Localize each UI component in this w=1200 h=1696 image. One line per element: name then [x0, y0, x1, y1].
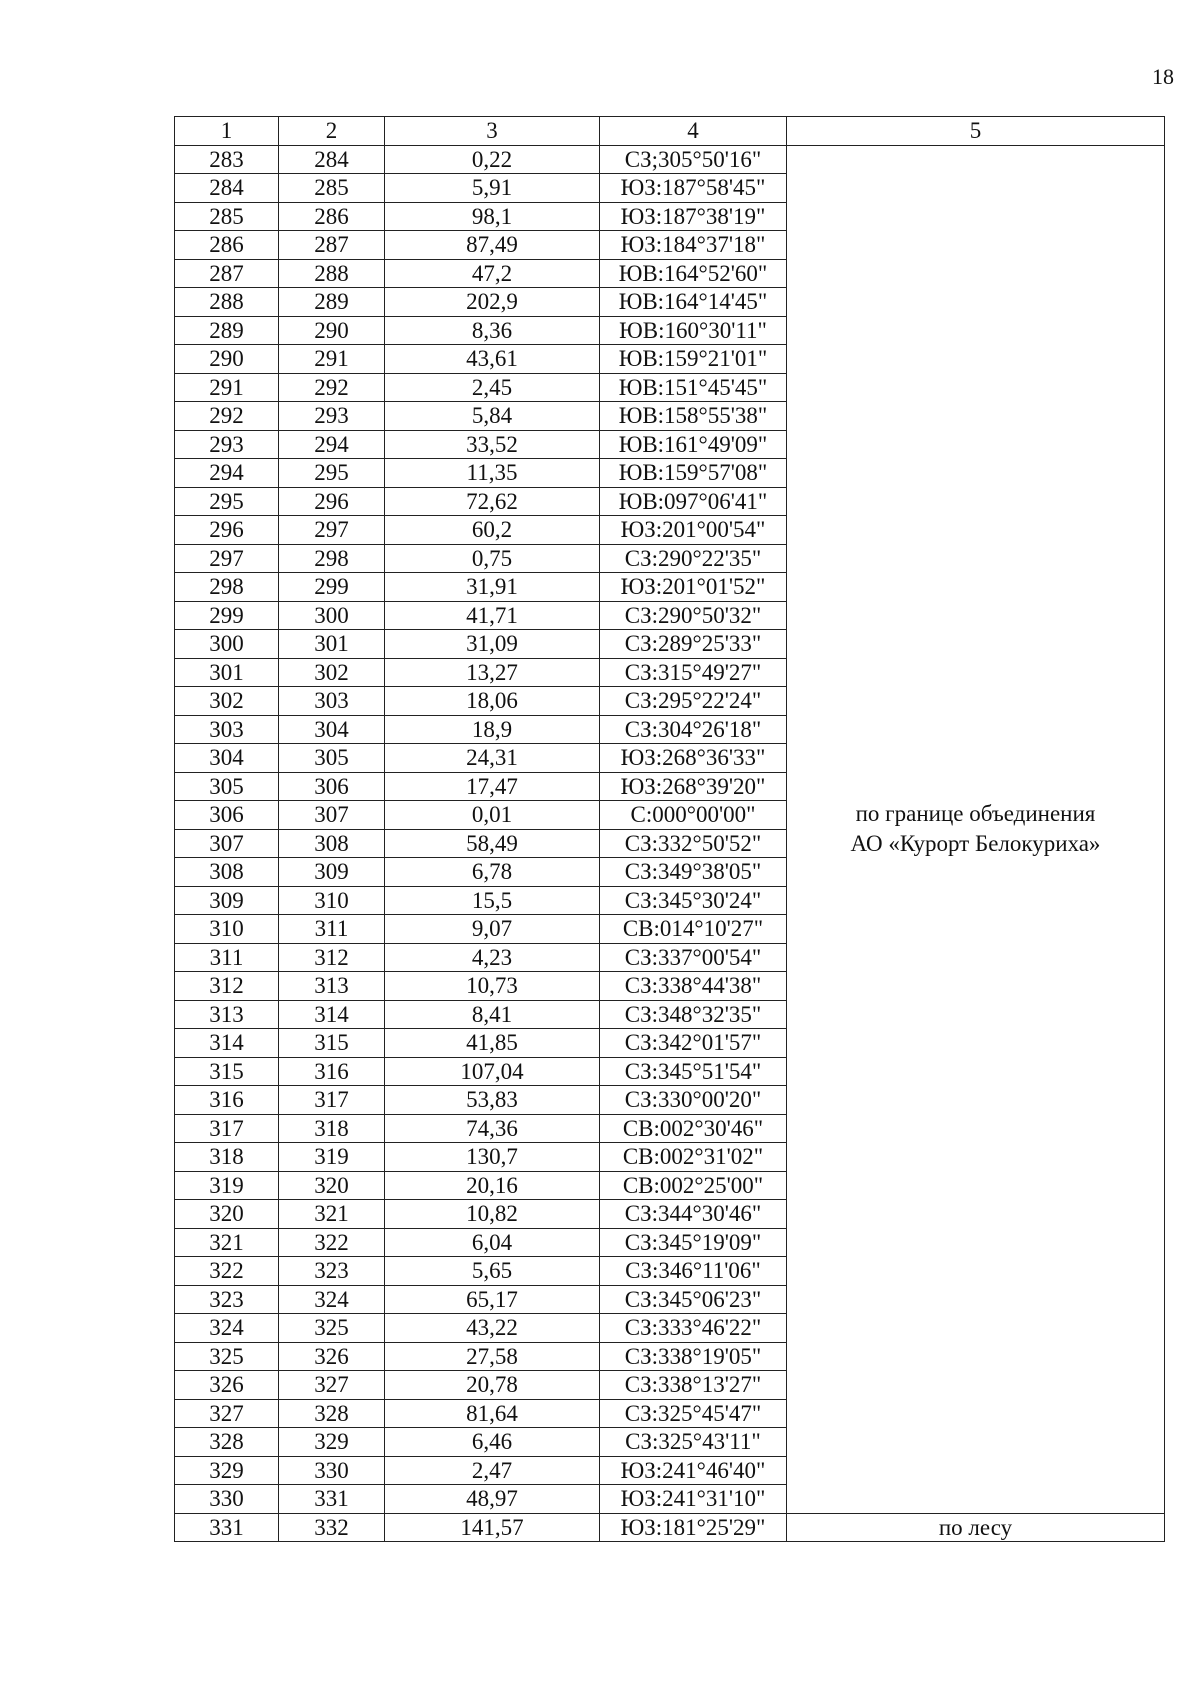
cell-from-point: 301 [175, 658, 279, 687]
cell-bearing: ЮЗ:187°58'45" [600, 174, 787, 203]
cell-from-point: 297 [175, 544, 279, 573]
cell-length: 31,91 [385, 573, 600, 602]
cell-from-point: 289 [175, 316, 279, 345]
cell-from-point: 300 [175, 630, 279, 659]
cell-to-point: 320 [279, 1171, 385, 1200]
cell-to-point: 324 [279, 1285, 385, 1314]
cell-from-point: 296 [175, 516, 279, 545]
cell-length: 18,9 [385, 715, 600, 744]
cell-length: 6,78 [385, 858, 600, 887]
cell-bearing: ЮВ:160°30'11" [600, 316, 787, 345]
cell-length: 8,36 [385, 316, 600, 345]
cell-length: 43,61 [385, 345, 600, 374]
cell-length: 33,52 [385, 430, 600, 459]
cell-length: 60,2 [385, 516, 600, 545]
cell-length: 87,49 [385, 231, 600, 260]
cell-length: 41,71 [385, 601, 600, 630]
cell-bearing: СЗ:345°51'54" [600, 1057, 787, 1086]
cell-from-point: 302 [175, 687, 279, 716]
cell-to-point: 297 [279, 516, 385, 545]
cell-bearing: СЗ:330°00'20" [600, 1086, 787, 1115]
cell-to-point: 327 [279, 1371, 385, 1400]
cell-bearing: ЮВ:161°49'09" [600, 430, 787, 459]
cell-from-point: 290 [175, 345, 279, 374]
cell-to-point: 312 [279, 943, 385, 972]
cell-from-point: 287 [175, 259, 279, 288]
cell-from-point: 320 [175, 1200, 279, 1229]
cell-from-point: 305 [175, 772, 279, 801]
cell-length: 31,09 [385, 630, 600, 659]
cell-from-point: 324 [175, 1314, 279, 1343]
cell-bearing: СЗ:344°30'46" [600, 1200, 787, 1229]
cell-bearing: ЮВ:158°55'38" [600, 402, 787, 431]
cell-bearing: СЗ:338°19'05" [600, 1342, 787, 1371]
cell-to-point: 284 [279, 145, 385, 174]
cell-length: 15,5 [385, 886, 600, 915]
cell-length: 5,91 [385, 174, 600, 203]
cell-from-point: 326 [175, 1371, 279, 1400]
cell-bearing: СЗ:345°06'23" [600, 1285, 787, 1314]
cell-to-point: 317 [279, 1086, 385, 1115]
cell-from-point: 288 [175, 288, 279, 317]
cell-description-last: по лесу [787, 1513, 1165, 1542]
cell-length: 10,73 [385, 972, 600, 1001]
cell-bearing: ЮВ:164°52'60" [600, 259, 787, 288]
description-line-2: АО «Курорт Белокуриха» [850, 831, 1101, 856]
table-row [175, 145, 1165, 174]
cell-to-point: 290 [279, 316, 385, 345]
page-number: 18 [1152, 64, 1174, 89]
header-col-1: 1 [175, 117, 279, 146]
table-header-row [175, 117, 1165, 146]
cell-from-point: 306 [175, 801, 279, 830]
cell-to-point: 291 [279, 345, 385, 374]
cell-from-point: 328 [175, 1428, 279, 1457]
cell-length: 10,82 [385, 1200, 600, 1229]
cell-length: 98,1 [385, 202, 600, 231]
cell-length: 17,47 [385, 772, 600, 801]
cell-bearing: ЮЗ:184°37'18" [600, 231, 787, 260]
cell-to-point: 294 [279, 430, 385, 459]
cell-bearing: СЗ:346°11'06" [600, 1257, 787, 1286]
cell-length: 130,7 [385, 1143, 600, 1172]
cell-length: 0,22 [385, 145, 600, 174]
cell-to-point: 302 [279, 658, 385, 687]
cell-bearing: СЗ:325°43'11" [600, 1428, 787, 1457]
cell-bearing: СЗ:290°22'35" [600, 544, 787, 573]
cell-bearing: ЮВ:159°21'01" [600, 345, 787, 374]
cell-length: 43,22 [385, 1314, 600, 1343]
cell-bearing: СЗ:304°26'18" [600, 715, 787, 744]
cell-length: 53,83 [385, 1086, 600, 1115]
cell-to-point: 328 [279, 1399, 385, 1428]
cell-to-point: 313 [279, 972, 385, 1001]
cell-length: 107,04 [385, 1057, 600, 1086]
cell-length: 6,04 [385, 1228, 600, 1257]
cell-bearing: СЗ:338°44'38" [600, 972, 787, 1001]
cell-bearing: ЮЗ:241°31'10" [600, 1485, 787, 1514]
cell-length: 2,45 [385, 373, 600, 402]
cell-bearing: СЗ:348°32'35" [600, 1000, 787, 1029]
cell-bearing: ЮЗ:187°38'19" [600, 202, 787, 231]
cell-to-point: 331 [279, 1485, 385, 1514]
cell-bearing: ЮВ:097°06'41" [600, 487, 787, 516]
cell-from-point: 292 [175, 402, 279, 431]
cell-length: 13,27 [385, 658, 600, 687]
cell-length: 6,46 [385, 1428, 600, 1457]
cell-to-point: 305 [279, 744, 385, 773]
cell-bearing: СЗ:345°30'24" [600, 886, 787, 915]
cell-from-point: 321 [175, 1228, 279, 1257]
cell-length: 0,01 [385, 801, 600, 830]
cell-from-point: 307 [175, 829, 279, 858]
cell-from-point: 311 [175, 943, 279, 972]
cell-to-point: 307 [279, 801, 385, 830]
cell-from-point: 319 [175, 1171, 279, 1200]
cell-to-point: 322 [279, 1228, 385, 1257]
cell-from-point: 325 [175, 1342, 279, 1371]
cell-to-point: 293 [279, 402, 385, 431]
cell-from-point: 303 [175, 715, 279, 744]
header-col-2: 2 [279, 117, 385, 146]
cell-to-point: 296 [279, 487, 385, 516]
cell-to-point: 308 [279, 829, 385, 858]
cell-bearing: ЮВ:164°14'45" [600, 288, 787, 317]
cell-length: 24,31 [385, 744, 600, 773]
cell-bearing: СЗ:349°38'05" [600, 858, 787, 887]
cell-bearing: СЗ:345°19'09" [600, 1228, 787, 1257]
cell-to-point: 306 [279, 772, 385, 801]
cell-from-point: 315 [175, 1057, 279, 1086]
cell-to-point: 323 [279, 1257, 385, 1286]
cell-from-point: 308 [175, 858, 279, 887]
cell-bearing: СЗ:325°45'47" [600, 1399, 787, 1428]
cell-to-point: 319 [279, 1143, 385, 1172]
cell-bearing: СЗ:290°50'32" [600, 601, 787, 630]
cell-length: 202,9 [385, 288, 600, 317]
cell-to-point: 298 [279, 544, 385, 573]
cell-bearing: ЮВ:151°45'45" [600, 373, 787, 402]
cell-length: 74,36 [385, 1114, 600, 1143]
cell-length: 41,85 [385, 1029, 600, 1058]
cell-length: 2,47 [385, 1456, 600, 1485]
cell-to-point: 326 [279, 1342, 385, 1371]
cell-from-point: 331 [175, 1513, 279, 1542]
cell-to-point: 310 [279, 886, 385, 915]
cell-to-point: 304 [279, 715, 385, 744]
cell-bearing: СЗ:342°01'57" [600, 1029, 787, 1058]
cell-to-point: 332 [279, 1513, 385, 1542]
cell-from-point: 310 [175, 915, 279, 944]
cell-from-point: 295 [175, 487, 279, 516]
cell-bearing: ЮЗ:268°36'33" [600, 744, 787, 773]
cell-to-point: 329 [279, 1428, 385, 1457]
cell-to-point: 295 [279, 459, 385, 488]
cell-length: 5,84 [385, 402, 600, 431]
cell-bearing: ЮЗ:201°01'52" [600, 573, 787, 602]
cell-to-point: 292 [279, 373, 385, 402]
cell-bearing: СЗ:338°13'27" [600, 1371, 787, 1400]
cell-length: 4,23 [385, 943, 600, 972]
cell-from-point: 317 [175, 1114, 279, 1143]
table-row [175, 1513, 1165, 1542]
cell-to-point: 321 [279, 1200, 385, 1229]
cell-to-point: 311 [279, 915, 385, 944]
cell-length: 9,07 [385, 915, 600, 944]
description-line-1: по границе объединения [855, 801, 1096, 826]
cell-length: 72,62 [385, 487, 600, 516]
cell-bearing: СВ:002°30'46" [600, 1114, 787, 1143]
cell-from-point: 304 [175, 744, 279, 773]
header-col-3: 3 [385, 117, 600, 146]
cell-length: 47,2 [385, 259, 600, 288]
cell-to-point: 309 [279, 858, 385, 887]
cell-to-point: 330 [279, 1456, 385, 1485]
cell-from-point: 323 [175, 1285, 279, 1314]
cell-length: 48,97 [385, 1485, 600, 1514]
cell-to-point: 285 [279, 174, 385, 203]
cell-description-merged [787, 145, 1165, 1513]
cell-from-point: 299 [175, 601, 279, 630]
cell-to-point: 325 [279, 1314, 385, 1343]
cell-length: 81,64 [385, 1399, 600, 1428]
cell-from-point: 316 [175, 1086, 279, 1115]
cell-length: 65,17 [385, 1285, 600, 1314]
cell-bearing: ЮЗ:268°39'20" [600, 772, 787, 801]
cell-from-point: 327 [175, 1399, 279, 1428]
cell-to-point: 286 [279, 202, 385, 231]
cell-length: 58,49 [385, 829, 600, 858]
cell-to-point: 300 [279, 601, 385, 630]
cell-length: 11,35 [385, 459, 600, 488]
cell-from-point: 318 [175, 1143, 279, 1172]
cell-bearing: СЗ:337°00'54" [600, 943, 787, 972]
cell-to-point: 287 [279, 231, 385, 260]
cell-to-point: 303 [279, 687, 385, 716]
cell-bearing: ЮЗ:201°00'54" [600, 516, 787, 545]
boundary-table [174, 116, 1165, 1542]
cell-length: 5,65 [385, 1257, 600, 1286]
cell-length: 27,58 [385, 1342, 600, 1371]
cell-from-point: 291 [175, 373, 279, 402]
cell-from-point: 314 [175, 1029, 279, 1058]
cell-bearing: СВ:002°25'00" [600, 1171, 787, 1200]
cell-from-point: 293 [175, 430, 279, 459]
cell-length: 18,06 [385, 687, 600, 716]
cell-to-point: 316 [279, 1057, 385, 1086]
cell-from-point: 294 [175, 459, 279, 488]
table-body [175, 145, 1165, 1542]
cell-to-point: 314 [279, 1000, 385, 1029]
cell-bearing: ЮВ:159°57'08" [600, 459, 787, 488]
cell-from-point: 313 [175, 1000, 279, 1029]
cell-to-point: 315 [279, 1029, 385, 1058]
header-col-5: 5 [787, 117, 1165, 146]
cell-from-point: 330 [175, 1485, 279, 1514]
cell-bearing: СЗ:289°25'33" [600, 630, 787, 659]
cell-bearing: СВ:014°10'27" [600, 915, 787, 944]
cell-length: 0,75 [385, 544, 600, 573]
cell-length: 20,16 [385, 1171, 600, 1200]
cell-from-point: 284 [175, 174, 279, 203]
cell-to-point: 301 [279, 630, 385, 659]
cell-bearing: ЮЗ:181°25'29" [600, 1513, 787, 1542]
cell-from-point: 285 [175, 202, 279, 231]
cell-length: 8,41 [385, 1000, 600, 1029]
cell-from-point: 312 [175, 972, 279, 1001]
cell-from-point: 298 [175, 573, 279, 602]
cell-bearing: СЗ;305°50'16" [600, 145, 787, 174]
cell-to-point: 289 [279, 288, 385, 317]
cell-bearing: СВ:002°31'02" [600, 1143, 787, 1172]
cell-from-point: 309 [175, 886, 279, 915]
cell-bearing: СЗ:315°49'27" [600, 658, 787, 687]
header-col-4: 4 [600, 117, 787, 146]
cell-to-point: 288 [279, 259, 385, 288]
cell-bearing: СЗ:332°50'52" [600, 829, 787, 858]
cell-bearing: СЗ:295°22'24" [600, 687, 787, 716]
cell-from-point: 322 [175, 1257, 279, 1286]
cell-bearing: СЗ:333°46'22" [600, 1314, 787, 1343]
cell-length: 141,57 [385, 1513, 600, 1542]
cell-to-point: 299 [279, 573, 385, 602]
cell-from-point: 283 [175, 145, 279, 174]
cell-from-point: 329 [175, 1456, 279, 1485]
cell-to-point: 318 [279, 1114, 385, 1143]
cell-length: 20,78 [385, 1371, 600, 1400]
cell-from-point: 286 [175, 231, 279, 260]
cell-bearing: ЮЗ:241°46'40" [600, 1456, 787, 1485]
cell-bearing: С:000°00'00" [600, 801, 787, 830]
